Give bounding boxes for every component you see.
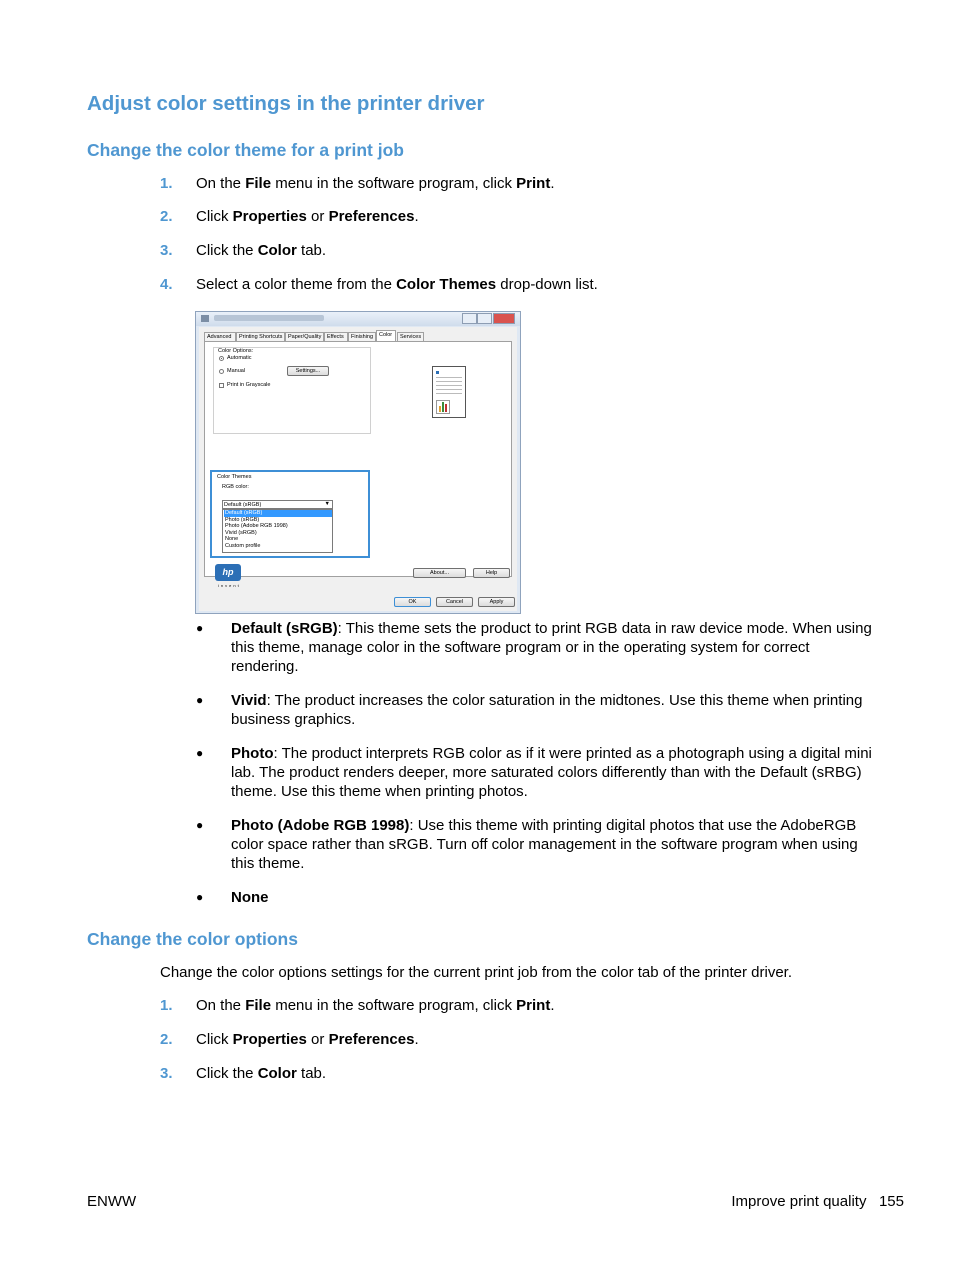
preview-line [436,389,462,390]
settings-button[interactable]: Settings... [287,366,329,376]
tab-paper-quality[interactable]: Paper/Quality [285,332,324,341]
section-intro: Change the color options settings for the current print job from the color tab of the printer driver. [160,964,792,981]
bullet-icon: ● [196,621,204,635]
hp-logo-tagline: invent [218,583,241,588]
bullet-text: Photo: The product interprets RGB color as if it were printed as a photograph using a digital mini lab. The product renders deeper, more saturated colors differently than with the Default (sRBG) theme. Use this theme when printing photos. [231,745,872,800]
tab-effects[interactable]: Effects [324,332,348,341]
dropdown-option[interactable]: Vivid (sRGB) [225,529,257,536]
minimize-button[interactable] [462,313,477,324]
step-text: Click the Color tab. [196,1065,327,1082]
cancel-button[interactable]: Cancel [436,597,473,607]
dropdown-option[interactable]: Photo (Adobe RGB 1998) [225,523,288,529]
list-item [196,691,886,729]
dropdown-option[interactable]: Custom profile [225,542,261,549]
footer-left: ENWW [87,1193,137,1210]
list-item [196,888,886,907]
bullet-text: Default (sRGB): This theme sets the product to print RGB data in raw device mode. When using this theme, manage color in the software program or in the operating system for correct rendering. [231,620,872,675]
rgb-color-selected-value: Default (sRGB) [224,502,262,508]
printer-icon [201,315,209,322]
manual-radio[interactable] [219,369,224,374]
printer-properties-dialog [195,311,521,614]
preview-chart-icon [436,400,450,414]
section-heading-color-options: Change the color options [87,929,298,949]
bullet-icon: ● [196,818,204,832]
step-text: On the File menu in the software program, click Print. [196,997,555,1014]
step-text: Click the Color tab. [196,242,327,259]
step-text: Select a color theme from the Color Themes drop-down list. [196,276,598,293]
page-title: Adjust color settings in the printer driver [87,92,485,115]
tab-finishing[interactable]: Finishing [348,332,376,341]
color-themes-group [210,470,370,558]
automatic-radio[interactable] [219,356,224,361]
list-item [196,816,886,873]
step-number: 1. [160,175,173,192]
preview-line [436,393,462,394]
step-text: Click Properties or Preferences. [196,1031,419,1048]
list-item [196,744,886,801]
page-preview [432,366,466,418]
grayscale-label: Print in Grayscale [227,382,271,388]
ok-button[interactable]: OK [394,597,431,607]
chevron-down-icon: ▼ [324,501,330,507]
color-options-label: Color Options: [218,348,254,354]
maximize-button[interactable] [477,313,492,324]
list-item [196,619,886,676]
preview-line [436,381,462,382]
dialog-title-blurred [214,315,324,321]
footer-section-label: Improve print quality [731,1193,867,1210]
page-number: 155 [878,1193,904,1210]
dialog-body [199,327,517,611]
color-options-group [213,347,371,434]
dropdown-option[interactable]: Default (sRGB) [224,510,332,517]
hp-logo: hp [215,564,241,581]
bullet-icon: ● [196,693,204,707]
footer-right [731,1193,904,1210]
rgb-color-label: RGB color: [222,484,249,490]
tab-printing-shortcuts[interactable]: Printing Shortcuts [236,332,285,341]
manual-label: Manual [227,368,246,374]
step-number: 3. [160,1065,173,1082]
step-number: 2. [160,1031,173,1048]
dialog-titlebar [196,312,520,326]
help-button[interactable]: Help [473,568,510,578]
bullet-text: None [231,889,269,906]
about-button[interactable]: About... [413,568,466,578]
rgb-color-select[interactable] [222,500,333,509]
step-number: 3. [160,242,173,259]
dropdown-option[interactable]: None [225,536,239,542]
bullet-icon: ● [196,746,204,760]
preview-logo-mark [436,371,439,374]
step-number: 4. [160,276,173,293]
apply-button[interactable]: Apply [478,597,515,607]
dropdown-option[interactable]: Photo (sRGB) [225,516,260,523]
tab-advanced[interactable]: Advanced [204,332,236,341]
step-text: On the File menu in the software program, click Print. [196,175,555,192]
tab-services[interactable]: Services [397,332,424,341]
automatic-label: Automatic [227,355,252,361]
close-button[interactable] [493,313,515,324]
step-text: Click Properties or Preferences. [196,208,419,225]
grayscale-checkbox[interactable] [219,383,224,388]
preview-line [436,377,462,378]
step-number: 2. [160,208,173,225]
bullet-text: Photo (Adobe RGB 1998): Use this theme with printing digital photos that use the AdobeRGB color space rather than sRGB. Turn off color management in the software program when using this theme. [231,817,858,872]
section-heading-color-theme: Change the color theme for a print job [87,140,404,160]
rgb-color-dropdown-list [222,509,333,553]
bullet-icon: ● [196,890,204,904]
color-themes-label: Color Themes [217,474,252,480]
bullet-text: Vivid: The product increases the color saturation in the midtones. Use this theme when printing business graphics. [231,692,863,728]
color-tab-panel [204,341,512,588]
preview-line [436,385,462,386]
tab-color[interactable]: Color [376,330,396,341]
step-number: 1. [160,997,173,1014]
